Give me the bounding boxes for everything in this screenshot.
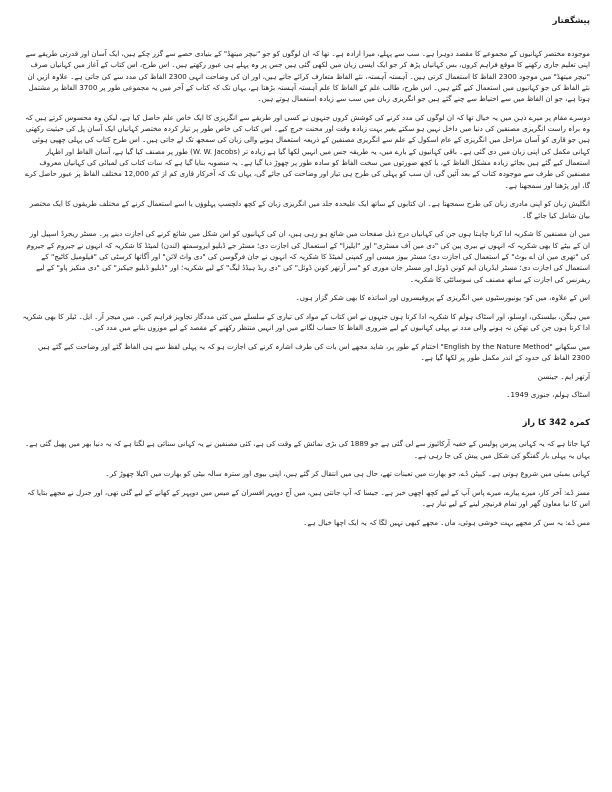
- story-paragraph: مس ڈے: یہ سن کر مجھے بہت خوشی ہوئی، ماں۔ مجھے کبھی نہیں لگا کہ یہ ایک اچھا خیال ہے۔: [303, 518, 590, 528]
- signature-place-date: اسٹاک ہولم، جنوری 1949۔: [506, 390, 590, 400]
- preface-paragraph: دوسرے مقام پر میرے ذہن میں یہ خیال تھا کہ ان لوگوں کی مدد کرنے کی کوشش کروں جنہوں نے کسی اور طریقے سے انگریزی کا ایک خاص علم حاصل کیا ہے، لیکن وہ محسوس کرتے ہیں کہ وہ براہ راست انگریزی مصنفین کی دنیا میں داخل نہیں ہو سکتے بغیر بہت زیادہ وقت اور محنت خرچ کیے۔ اس کتاب کی خاص طور پر تیار کردہ مختصر کہانیاں ایک آسان پل کی حیثیت رکھتی ہیں جو قاری کو آسان مراحل میں انگریزی کے عام اسکول کے علم سے انگریزی مصنفین کے ذریعہ استعمال ہونے والی زبان کی سمجھ تک لے جاتی ہیں۔ اس طرح کتاب کی پہلی چھپی ہوئی کہانی مکمل کی اپنی زبان میں دی گئی ہے۔ باقی کہانیوں کے بارے میں، یہ طریقہ جس میں انہیں لکھا گیا ہے زیادہ تر (W. W. Jacobs) طور پر مصنف کیا گیا ہے، آسان الفاظ اور اظہار استعمال کیے گئے ہیں بجائے زیادہ مشکل الفاظ کے، یا کچھ صورتوں میں سخت الفاظ کو سادہ طور پر چھوڑ دیا گیا ہے۔ یہ منصوبہ بنایا گیا ہے کہ سات کتاب کی لمبائی کی کہانیاں معروف مصنفین کی طرف سے موجودہ کتاب کے بعد آئیں گی، ان سب کو پہلی کی طرح ہی تیار اور وضاحت کی جائے گی، یہاں تک کہ آخرکار قاری کم از کم 12,000 مختلف الفاظ پر عبور حاصل کرے گا، اور پڑھنا اور سمجھنا ہے۔: [25, 112, 590, 190]
- preface-paragraph: موجودہ مختصر کہانیوں کے مجموعے کا مقصد دوہرا ہے۔ سب سے پہلے، میرا ارادہ ہے۔ تھا کہ ان لوگوں کو جو "نیچر میتھڈ" کے بنیادی حصے سے گزر چکے ہیں، ایک آسان اور قدرتی طریقے سے اپنی تعلیم جاری رکھنے کا موقع فراہم کروں، بس کہانیاں پڑھ کر جو ایک ایسی زبان میں لکھی گئی ہیں جس پر وہ پہلے ہی عبور رکھتے ہیں۔ اس طرح، اس کتاب کے آغاز میں کہانیاں صرف "نیچر میتھڈ" میں موجود 2300 الفاظ کا استعمال کرتی ہیں۔ آہستہ آہستہ، نئے الفاظ متعارف کرائے جاتے ہیں، اور ان کی وضاحت انہی 2300 الفاظ کی مدد سے کی جاتی ہے۔ علاوہ ازیں ان نئے الفاظ کی جو کہانیوں میں استعمال کیے گئے ہیں۔ اس طرح، طالب علم کے الفاظ کا علم آہستہ آہستہ بڑھتا ہے، یہاں تک کہ کتاب کے آخر میں یہ مجموعی طور پر 3700 الفاظ پر مشتمل ہوتا ہے، جو ان الفاظ میں سے احتیاط سے چنے گئے ہیں جو انگریزی زبان میں سب سے زیادہ استعمال ہوتے ہیں۔: [25, 49, 590, 104]
- preface-paragraph: انگلیش زبان کو اپنی مادری زبان کی طرح سمجھتا ہے۔ ان کتابوں کے ساتھ ایک علیحدہ جلد میں انگریزی زبان کے کچھ دلچسپ پہلوؤں یا اسے استعمال کرنے کے مختلف طریقوں کا ایک مختصر بیان شامل کیا جائے گا۔: [29, 199, 590, 220]
- story-paragraph: مسز ڈے: آخر کار، میرے پیارے، میرے پاس آپ کے لیے کچھ اچھی خبر ہے۔ جیسا کہ آپ جانتی ہیں، میں آج دوپہر افسران کے میس میں دوپہر کے کھانے کے لیے گئی تھی، اور جنرل نے مجھے بتایا کہ اس کا نیا معاون گھر اور تمام فرنیچر لینے کے لیے تیار ہے۔: [27, 488, 590, 509]
- preface-paragraph: میں ہیگن، بیلسنکی، اوسلو، اور اسٹاک ہولم کا شکریہ ادا کرتا ہوں جنہوں نے اس کتاب کے مواد کی تیاری کے سلسلے میں کئی مددگار تجاویز فراہم کیں۔ میں میجر آر۔ ایل۔ ٹیلر کا بھی شکریہ ادا کرتا ہوں جن کی تھکن نہ ہونے والی مدد نے پہلی کہانیوں کے لیے ضروری الفاظ کا حساب لگانے میں اور انہیں منتظر رکھنے کے مقصد کے لیے موزوں بنانے میں مدد کی۔: [22, 311, 590, 333]
- story-heading: کمرہ 342 کا راز: [522, 417, 590, 428]
- preface-paragraph: اس کے علاوہ، میں کو- یونیورسٹیوں میں انگریزی کے پروفیسروں اور اساتذہ کا بھی شکر گزار ہوں۔: [295, 293, 590, 303]
- signature-name: آرتھر ایم۔ جینسن: [537, 371, 590, 381]
- story-paragraph: کہانی بمبئی میں شروع ہوتی ہے۔ کیپٹن ڈے، جو بھارت میں تعینات تھے، حال ہی میں انتقال کر گئے ہیں، اپنی بیوی اور سترہ سالہ بیٹی کو بھارت میں اکیلا چھوڑ کر۔: [105, 469, 590, 479]
- preface-paragraph: میں سکھانے "English by the Nature Method" اختتام کے طور پر، شاید مجھے اس بات کی طرف اشارہ کرنے کی اجازت ہو کہ یہ پہلی لفظ سے ہی الفاظ گئے اور وضاحت کیے گئے ہیں 2300 الفاظ کی حدود کے اندر مکمل طور پر لکھا گیا ہے۔: [38, 341, 590, 363]
- story-paragraph: کہا جاتا ہے کہ یہ کہانی پیرس پولیس کے خفیہ آرکائیوز سے لی گئی ہے جو 1889 کی بڑی نمائش کے وقت کی ہے، کئی مصنفین نے یہ کہانی سنائی ہے لگتا ہے کہ یہ دنیا بھر میں پھیل گئی ہے۔ یہاں یہ پہلی بار گفتگو کی شکل میں پیش کی جا رہی ہے۔: [25, 439, 590, 460]
- preface-paragraph: میں ان مصنفین کا شکریہ ادا کرنا چاہتا ہوں جن کی کہانیاں درج ذیل صفحات میں شائع ہو رہی ہیں، ان کی کہانیوں کو اس شکل میں شائع کرنے کی اجازت دینے پر۔ مسٹر ریجرڈ اسپیل اور ان کے بیٹے کا بھی شکریہ کہ انہوں نے بیری پین کی "دی مین آف مسٹری" اور "ایلیزا" کے استعمال کی اجازت دی؛ مسٹر جے ڈبلیو ایروسمتھ (لندن) لمیٹڈ کا شکریہ کہ انہوں نے جیروم کے جیروم کی "تھری مین ان اے بوٹ" کے استعمال کی اجازت دی؛ مسٹر بیوز میسی اور کمپنی لمیٹڈ کا شکریہ کہ انہوں نے جان فرگوسن کی "دی واٹ لائن" اور آگاتھا کرسٹی کی "فیلومیل کاٹیج" کے استعمال کی اجازت دی؛ مسٹر ایڈریان ایم کونن ڈوئل اور مسٹر جان موری کو "سر آرتھر کونن ڈوئل" کی "دی ریڈ ہیڈڈ لیگ" کے لیے شکریہ؛ اور "ڈبلیو ڈبلیو جیکبز" کی "دی منکیز پاو" کے لیے ریفرنس کی اجازت کے ساتھ مصنف کی سوسائٹی کا شکریہ۔: [26, 229, 590, 284]
- preface-heading: پیشگفتار: [552, 15, 590, 25]
